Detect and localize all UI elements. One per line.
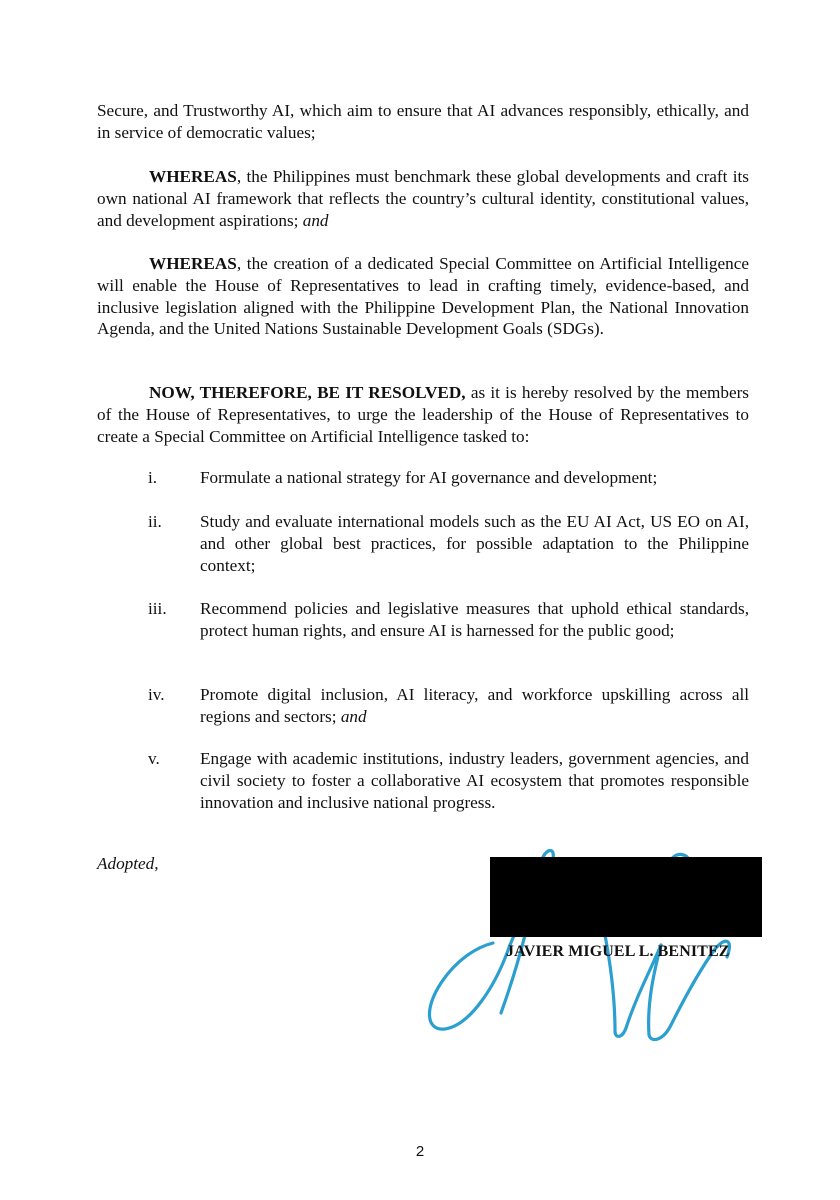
list-item-number: ii. (148, 512, 162, 531)
intro-paragraph (97, 100, 749, 144)
resolved-keyword: NOW, THEREFORE, BE IT RESOLVED, (149, 383, 466, 402)
page-number: 2 (415, 1143, 425, 1160)
whereas-tail: and (302, 210, 329, 230)
list-item-text: Recommend policies and legislative measures that uphold ethical standards, protect human rights, and ensure AI is harnessed for the public good; (200, 599, 749, 640)
list-item-text: Formulate a national strategy for AI governance and development; (200, 468, 658, 487)
list-item-text (200, 684, 749, 728)
redaction-block (490, 857, 762, 937)
list-item-tail: and (340, 706, 367, 726)
list-item-number: i. (148, 468, 158, 487)
whereas-keyword: WHEREAS (149, 167, 237, 186)
whereas-paragraph-1 (97, 166, 749, 231)
list-item-text: Study and evaluate international models such as the EU AI Act, US EO on AI, and other global best practices, for possible adaptation to the Philippine context; (200, 512, 749, 575)
intro-text: Secure, and Trustworthy AI, which aim to ensure that AI advances responsibly, ethically, and in service of democratic values; (97, 101, 749, 142)
resolved-paragraph (97, 382, 749, 447)
list-item-number: iv. (148, 685, 165, 704)
list-item-text: Engage with academic institutions, industry leaders, government agencies, and civil society to foster a collaborative AI ecosystem that promotes responsible innovation and inclusive national progress. (200, 749, 749, 812)
adopted-label: Adopted, (97, 854, 159, 873)
whereas-keyword: WHEREAS (149, 254, 237, 273)
signer-name: JAVIER MIGUEL L. BENITEZ (506, 943, 730, 960)
whereas-text: , the Philippines must benchmark these global developments and craft its own national AI framework that reflects the country’s cultural identity, constitutional values, and development aspirations; (97, 167, 749, 230)
list-item-body: Promote digital inclusion, AI literacy, and workforce upskilling across all regions and sectors; (200, 685, 749, 726)
list-item-number: iii. (148, 599, 167, 618)
list-item-number: v. (148, 749, 160, 768)
whereas-paragraph-2 (97, 253, 749, 340)
resolved-text: as it is hereby resolved by the members of the House of Representatives, to urge the leadership of the House of Representatives to create a Special Committee on Artificial Intelligence tasked to: (97, 383, 749, 446)
whereas-text: , the creation of a dedicated Special Committee on Artificial Intelligence will enable the House of Representatives to lead in crafting timely, evidence-based, and inclusive legislation aligned with the Philippine Development Plan, the National Innovation Agenda, and the United Nations Sustainable Development Goals (SDGs). (97, 254, 749, 339)
